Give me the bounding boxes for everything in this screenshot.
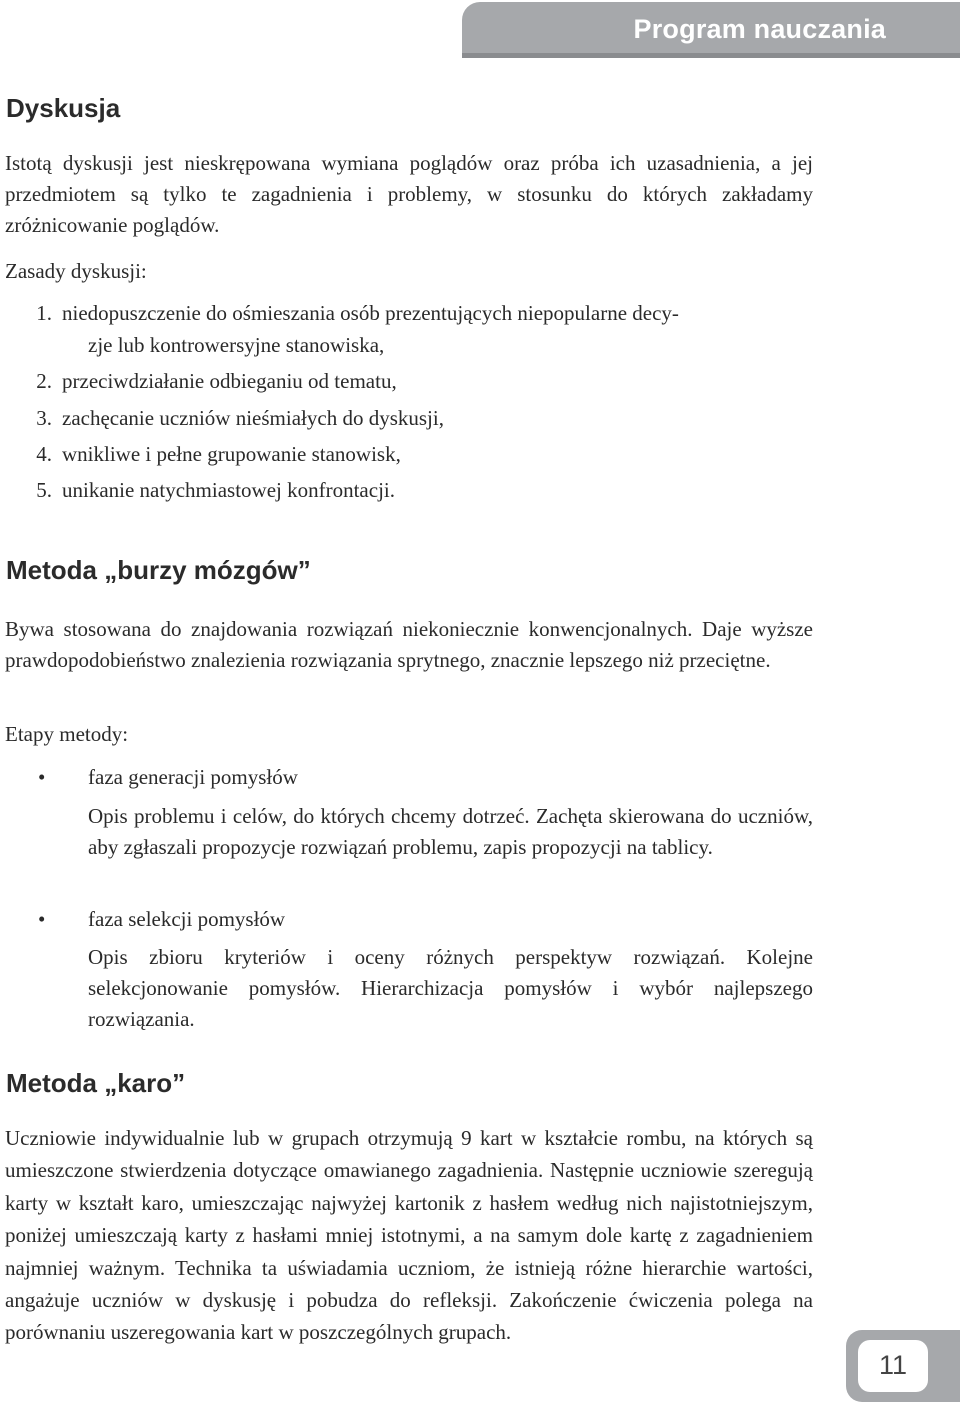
dyskusja-intro: Istotą dyskusji jest nieskrępowana wymiana poglądów oraz próba ich uzasadnienia, a jej przedmiotem są tylko te zagadnienia i problemy, w stosunku do których zakładamy zróżnicowanie poglądów. — [5, 151, 813, 237]
header-tab — [462, 2, 960, 58]
list-item-continuation: zje lub kontrowersyjne stanowiska, — [88, 333, 385, 357]
list-number: 1. — [36, 301, 52, 325]
list-item — [26, 366, 397, 397]
burza-intro: Bywa stosowana do znajdowania rozwiązań niekoniecznie konwencjonalnych. Daje wyższe prawdopodobieństwo znalezienia rozwiązania sprytnego, znacznie lepszego niż przeciętne. — [5, 617, 813, 672]
section-heading-karo: Metoda „karo” — [6, 1068, 186, 1098]
stage-title: faza generacji pomysłów — [88, 765, 298, 789]
list-text: wnikliwe i pełne grupowanie stanowisk, — [62, 442, 401, 466]
bullet: • — [38, 907, 46, 931]
list-text: zachęcanie uczniów nieśmiałych do dyskusji, — [62, 406, 444, 430]
list-text: unikanie natychmiastowej konfrontacji. — [62, 478, 395, 502]
list-item — [26, 439, 401, 470]
stage-description: Opis problemu i celów, do których chcemy dotrzeć. Zachęta skierowana do uczniów, aby zgłaszali propozycje rozwiązań problemu, zapis propozycji na tablicy. — [88, 804, 813, 859]
list-text: niedopuszczenie do ośmieszania osób prezentujących niepopularne decy- — [62, 301, 679, 325]
list-item — [26, 475, 395, 506]
karo-text: Uczniowie indywidualnie lub w grupach otrzymują 9 kart w kształcie rombu, na których są umieszczone stwierdzenia dotyczące omawianego zagadnienia. Następnie uczniowie szeregują karty w kształt karo, umieszczając najwyżej kartonik z hasłem według nich najistotniejszym, poniżej umieszczają karty z hasłami mniej istotnymi, a na samym dole kartę z zagadnieniem najmniej ważnym. Technika ta uświadamia uczniom, że istnieją różne hierarchie wartości, angażuje uczniów w dyskusję i pobudza do refleksji. Zakończenie ćwiczenia polega na porównaniu uszeregowania kart w poszczególnych grupach. — [5, 1126, 813, 1345]
list-item — [26, 298, 679, 329]
page-number: 11 — [878, 1350, 908, 1380]
stage-description: Opis zbioru kryteriów i oceny różnych perspektyw rozwiązań. Kolejne selekcjonowanie pomysłów. Hierarchizacja pomysłów i wybór najlepszego rozwiązania. — [88, 945, 813, 1031]
list-number: 5. — [36, 478, 52, 502]
list-item — [26, 403, 444, 434]
rules-label: Zasady dyskusji: — [5, 259, 147, 283]
section-heading-burza: Metoda „burzy mózgów” — [6, 555, 311, 585]
bullet: • — [38, 765, 46, 789]
list-text: przeciwdziałanie odbieganiu od tematu, — [62, 369, 397, 393]
stages-label: Etapy metody: — [5, 722, 129, 746]
page-badge — [846, 1330, 960, 1402]
section-heading-dyskusja: Dyskusja — [6, 93, 121, 123]
stage-title: faza selekcji pomysłów — [88, 907, 286, 931]
list-number: 2. — [36, 369, 52, 393]
header-title: Program nauczania — [633, 14, 886, 44]
list-number: 3. — [36, 406, 52, 430]
list-number: 4. — [36, 442, 52, 466]
